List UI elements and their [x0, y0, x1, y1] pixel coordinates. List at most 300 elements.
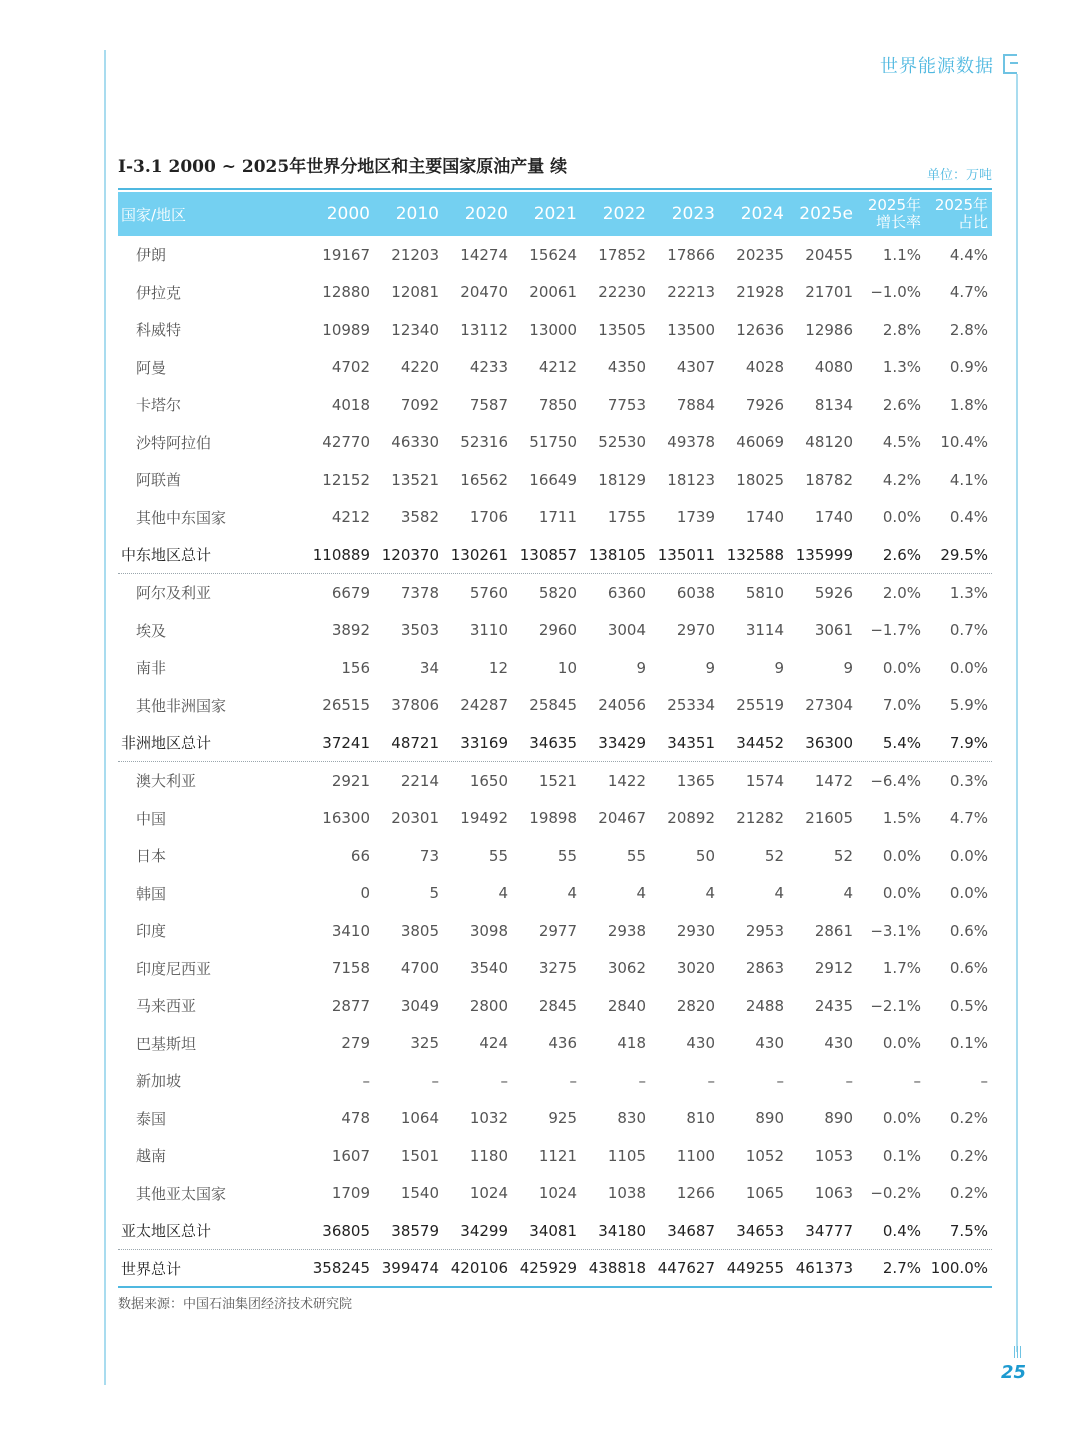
row-name: 伊朗	[136, 246, 167, 265]
cell-value: 1607	[331, 1146, 370, 1165]
row-name: 泰国	[136, 1109, 167, 1128]
cell-value: 13112	[460, 320, 508, 339]
cell-value: 810	[686, 1109, 715, 1128]
cell-value: 4080	[814, 358, 853, 377]
row-name: 阿曼	[136, 358, 167, 377]
cell-share: 100.0%	[930, 1259, 988, 1277]
table-row	[118, 649, 992, 687]
cell-value: 1706	[469, 508, 508, 527]
cell-value: 2877	[331, 996, 370, 1015]
cell-value: 9	[774, 658, 784, 677]
cell-value: 7587	[469, 395, 508, 414]
cell-value: 25845	[529, 696, 577, 715]
cell-share: 29.5%	[940, 545, 988, 564]
table-row	[118, 837, 992, 875]
cell-value: 21282	[736, 809, 784, 828]
cell-value: 3110	[469, 621, 508, 640]
table-row	[118, 274, 992, 312]
cell-value: 51750	[529, 433, 577, 452]
running-header: 世界能源数据	[880, 56, 994, 77]
table-row	[118, 1137, 992, 1175]
cell-value: 4	[774, 884, 784, 903]
cell-value: 436	[548, 1034, 577, 1053]
row-name: 非洲地区总计	[121, 734, 212, 752]
cell-value: 3004	[607, 621, 646, 640]
table-row	[118, 800, 992, 838]
row-name: 韩国	[136, 884, 167, 903]
cell-value: 20061	[529, 283, 577, 302]
cell-value: 1032	[469, 1109, 508, 1128]
cell-value: 2921	[331, 771, 370, 790]
cell-value: 12636	[736, 320, 784, 339]
cell-share: 0.2%	[949, 1109, 988, 1128]
cell-value: –	[845, 1071, 853, 1090]
cell-growth: 2.7%	[882, 1259, 921, 1277]
cell-value: 17866	[667, 245, 715, 264]
cell-value: 1063	[814, 1184, 853, 1203]
cell-value: 12986	[805, 320, 853, 339]
cell-value: 55	[557, 846, 577, 865]
cell-value: 438818	[588, 1259, 646, 1277]
row-name: 科威特	[136, 321, 182, 340]
cell-share: 0.0%	[949, 658, 988, 677]
cell-value: 120370	[381, 545, 439, 564]
cell-value: 34777	[805, 1221, 853, 1240]
cell-value: –	[638, 1071, 646, 1090]
cell-value: 420106	[450, 1259, 508, 1277]
cell-value: 46069	[736, 433, 784, 452]
cell-value: 3049	[400, 996, 439, 1015]
table-row	[118, 499, 992, 537]
table-body	[118, 236, 992, 1288]
cell-value: 1501	[400, 1146, 439, 1165]
cell-value: 36300	[805, 733, 853, 752]
cell-growth: –	[913, 1071, 921, 1090]
table-row	[118, 912, 992, 950]
table-row	[118, 950, 992, 988]
cell-value: 9	[705, 658, 715, 677]
cell-growth: 1.5%	[882, 809, 921, 828]
cell-value: 19898	[529, 809, 577, 828]
cell-value: 4	[705, 884, 715, 903]
cell-value: 48721	[391, 733, 439, 752]
cell-value: 13000	[529, 320, 577, 339]
cell-value: 461373	[795, 1259, 853, 1277]
cell-value: 21203	[391, 245, 439, 264]
cell-value: 14274	[460, 245, 508, 264]
cell-value: –	[500, 1071, 508, 1090]
cell-value: 38579	[391, 1221, 439, 1240]
cell-value: 55	[626, 846, 646, 865]
cell-value: 34081	[529, 1221, 577, 1240]
cell-growth: −0.2%	[870, 1184, 921, 1203]
cell-value: 3098	[469, 921, 508, 940]
cell-growth: 4.5%	[882, 433, 921, 452]
cell-value: 2840	[607, 996, 646, 1015]
cell-growth: −1.0%	[870, 283, 921, 302]
cell-value: 1121	[538, 1146, 577, 1165]
cell-value: 7378	[400, 583, 439, 602]
cell-value: 34	[419, 658, 439, 677]
cell-value: 20467	[598, 809, 646, 828]
unit-label: 单位：万吨	[926, 168, 992, 183]
cell-value: 2953	[745, 921, 784, 940]
cell-value: 20455	[805, 245, 853, 264]
header-year: 2000	[326, 204, 370, 224]
cell-growth: 0.0%	[882, 508, 921, 527]
cell-value: 0	[360, 884, 370, 903]
cell-value: 430	[824, 1034, 853, 1053]
cell-value: 12152	[322, 470, 370, 489]
cell-value: 1052	[745, 1146, 784, 1165]
table-row	[118, 311, 992, 349]
right-margin-rule	[1016, 74, 1018, 1352]
table-row	[118, 987, 992, 1025]
cell-value: 7753	[607, 395, 646, 414]
cell-value: 1105	[607, 1146, 646, 1165]
cell-value: 925	[548, 1109, 577, 1128]
cell-value: 1740	[814, 508, 853, 527]
cell-value: 4220	[400, 358, 439, 377]
cell-value: 55	[488, 846, 508, 865]
cell-value: 12	[488, 658, 508, 677]
table-row	[118, 574, 992, 612]
cell-share: 0.2%	[949, 1146, 988, 1165]
cell-value: 34687	[667, 1221, 715, 1240]
cell-value: 34635	[529, 733, 577, 752]
cell-value: 12081	[391, 283, 439, 302]
cell-value: 27304	[805, 696, 853, 715]
table-row	[118, 875, 992, 913]
cell-share: 1.8%	[949, 395, 988, 414]
page-number: 25	[1000, 1362, 1026, 1383]
cell-value: 24287	[460, 696, 508, 715]
corner-bracket-icon	[1003, 54, 1017, 74]
cell-value: 1650	[469, 771, 508, 790]
cell-value: 2912	[814, 959, 853, 978]
data-table	[118, 192, 992, 1288]
cell-value: 5760	[469, 583, 508, 602]
cell-share: 7.9%	[949, 733, 988, 752]
cell-value: 2970	[676, 621, 715, 640]
cell-value: 2930	[676, 921, 715, 940]
cell-share: 7.5%	[949, 1221, 988, 1240]
cell-value: 73	[419, 846, 439, 865]
cell-value: 5	[429, 884, 439, 903]
cell-growth: 0.4%	[882, 1221, 921, 1240]
cell-value: 4233	[469, 358, 508, 377]
table-row	[118, 762, 992, 800]
cell-value: 17852	[598, 245, 646, 264]
cell-value: 21605	[805, 809, 853, 828]
cell-growth: 1.3%	[882, 358, 921, 377]
cell-value: 132588	[726, 545, 784, 564]
cell-value: 425929	[519, 1259, 577, 1277]
cell-value: 34180	[598, 1221, 646, 1240]
cell-value: 4	[636, 884, 646, 903]
cell-value: 3582	[400, 508, 439, 527]
cell-value: 21701	[805, 283, 853, 302]
cell-growth: 5.4%	[882, 733, 921, 752]
row-name: 印度尼西亚	[136, 959, 212, 978]
left-margin-rule	[104, 50, 106, 1385]
cell-value: 50	[695, 846, 715, 865]
cell-value: 16649	[529, 470, 577, 489]
cell-growth: 1.1%	[882, 245, 921, 264]
cell-value: 7850	[538, 395, 577, 414]
cell-value: 447627	[657, 1259, 715, 1277]
cell-value: 10989	[322, 320, 370, 339]
cell-value: 20892	[667, 809, 715, 828]
cell-value: 279	[341, 1034, 370, 1053]
header-year: 2010	[395, 204, 439, 224]
cell-value: 4018	[331, 395, 370, 414]
cell-growth: 0.0%	[882, 1034, 921, 1053]
cell-value: 1064	[400, 1109, 439, 1128]
cell-value: 46330	[391, 433, 439, 452]
cell-value: –	[569, 1071, 577, 1090]
cell-value: 449255	[726, 1259, 784, 1277]
cell-value: –	[431, 1071, 439, 1090]
cell-value: 6679	[331, 583, 370, 602]
cell-value: 19492	[460, 809, 508, 828]
cell-growth: 1.7%	[882, 959, 921, 978]
cell-value: 12340	[391, 320, 439, 339]
cell-share: 4.7%	[949, 809, 988, 828]
cell-share: 10.4%	[940, 433, 988, 452]
header-year: 2021	[533, 204, 577, 224]
table-top-rule	[118, 188, 992, 190]
row-name: 其他非洲国家	[136, 696, 227, 715]
cell-value: 36805	[322, 1221, 370, 1240]
header-year: 2020	[464, 204, 508, 224]
cell-value: 4307	[676, 358, 715, 377]
cell-value: 478	[341, 1109, 370, 1128]
cell-share: 0.7%	[949, 621, 988, 640]
cell-value: 48120	[805, 433, 853, 452]
cell-share: 0.6%	[949, 959, 988, 978]
cell-value: 130261	[450, 545, 508, 564]
cell-value: 358245	[312, 1259, 370, 1277]
cell-share: 4.1%	[949, 470, 988, 489]
cell-value: 3540	[469, 959, 508, 978]
cell-value: 26515	[322, 696, 370, 715]
table-row-total	[118, 536, 992, 574]
row-name: 中东地区总计	[121, 546, 212, 564]
cell-value: –	[776, 1071, 784, 1090]
cell-value: 4	[498, 884, 508, 903]
table-title: I-3.1 2000 ~ 2025年世界分地区和主要国家原油产量 续	[118, 157, 568, 177]
cell-value: 25334	[667, 696, 715, 715]
cell-value: 1065	[745, 1184, 784, 1203]
cell-value: 2845	[538, 996, 577, 1015]
cell-value: 110889	[312, 545, 370, 564]
cell-value: 6038	[676, 583, 715, 602]
cell-value: 3114	[745, 621, 784, 640]
row-name: 沙特阿拉伯	[136, 433, 212, 452]
cell-value: 2861	[814, 921, 853, 940]
cell-value: 399474	[381, 1259, 439, 1277]
table-row	[118, 424, 992, 462]
cell-value: 22230	[598, 283, 646, 302]
cell-value: 3805	[400, 921, 439, 940]
cell-value: 33169	[460, 733, 508, 752]
row-name: 澳大利亚	[136, 772, 197, 791]
cell-value: 21928	[736, 283, 784, 302]
header-share: 2025年 占比	[934, 196, 988, 231]
row-name: 其他中东国家	[136, 508, 227, 527]
row-name: 越南	[136, 1147, 167, 1166]
cell-value: 7926	[745, 395, 784, 414]
table-row-total	[118, 1212, 992, 1250]
header-year: 2024	[740, 204, 784, 224]
cell-share: 0.0%	[949, 846, 988, 865]
cell-growth: 7.0%	[882, 696, 921, 715]
cell-value: 1711	[538, 508, 577, 527]
cell-value: 66	[350, 846, 370, 865]
cell-value: 25519	[736, 696, 784, 715]
cell-value: 52	[833, 846, 853, 865]
row-name: 马来西亚	[136, 997, 197, 1016]
cell-value: –	[362, 1071, 370, 1090]
cell-value: 418	[617, 1034, 646, 1053]
cell-value: 4702	[331, 358, 370, 377]
cell-value: 2214	[400, 771, 439, 790]
cell-value: 2938	[607, 921, 646, 940]
table-row	[118, 1175, 992, 1213]
cell-value: 1755	[607, 508, 646, 527]
cell-share: 0.4%	[949, 508, 988, 527]
cell-value: 1422	[607, 771, 646, 790]
cell-value: 49378	[667, 433, 715, 452]
row-name: 世界总计	[121, 1259, 182, 1278]
cell-value: 4350	[607, 358, 646, 377]
cell-value: 1365	[676, 771, 715, 790]
cell-value: 3020	[676, 959, 715, 978]
cell-growth: 0.0%	[882, 846, 921, 865]
cell-value: 15624	[529, 245, 577, 264]
cell-value: 37806	[391, 696, 439, 715]
row-name: 日本	[136, 847, 167, 866]
cell-value: 52316	[460, 433, 508, 452]
row-name: 其他亚太国家	[136, 1184, 227, 1203]
corner-tick-icon	[1010, 62, 1018, 64]
row-name: 埃及	[136, 621, 167, 640]
table-row	[118, 687, 992, 725]
cell-value: 24056	[598, 696, 646, 715]
cell-value: 13500	[667, 320, 715, 339]
row-name: 中国	[136, 809, 167, 828]
cell-value: 1521	[538, 771, 577, 790]
cell-value: 1024	[469, 1184, 508, 1203]
cell-growth: 0.0%	[882, 1109, 921, 1128]
cell-share: 4.7%	[949, 283, 988, 302]
cell-value: 1100	[676, 1146, 715, 1165]
cell-growth: 2.6%	[882, 395, 921, 414]
cell-value: 9	[843, 658, 853, 677]
cell-value: 1266	[676, 1184, 715, 1203]
cell-growth: 4.2%	[882, 470, 921, 489]
cell-value: 4212	[538, 358, 577, 377]
row-name: 亚太地区总计	[121, 1222, 212, 1240]
cell-value: 1472	[814, 771, 853, 790]
cell-value: 13521	[391, 470, 439, 489]
cell-value: 18123	[667, 470, 715, 489]
cell-value: 20235	[736, 245, 784, 264]
table-row	[118, 386, 992, 424]
cell-value: 2977	[538, 921, 577, 940]
cell-value: 37241	[322, 733, 370, 752]
page-marks-icon	[1013, 1346, 1021, 1358]
cell-value: 7158	[331, 959, 370, 978]
cell-value: 130857	[519, 545, 577, 564]
cell-value: 430	[686, 1034, 715, 1053]
cell-value: 12880	[322, 283, 370, 302]
row-name: 南非	[136, 659, 167, 678]
cell-value: –	[707, 1071, 715, 1090]
cell-share: 0.6%	[949, 921, 988, 940]
row-name: 伊拉克	[136, 283, 182, 302]
table-row	[118, 461, 992, 499]
cell-value: 5820	[538, 583, 577, 602]
cell-value: 4	[843, 884, 853, 903]
cell-value: 9	[636, 658, 646, 677]
cell-share: 4.4%	[949, 245, 988, 264]
row-name: 印度	[136, 922, 167, 941]
cell-value: 4700	[400, 959, 439, 978]
cell-value: 138105	[588, 545, 646, 564]
row-name: 阿尔及利亚	[136, 584, 212, 603]
cell-growth: −2.1%	[870, 996, 921, 1015]
cell-value: 2488	[745, 996, 784, 1015]
header-year: 2025e	[799, 204, 853, 224]
cell-value: 4	[567, 884, 577, 903]
cell-value: 34653	[736, 1221, 784, 1240]
cell-value: 135011	[657, 545, 715, 564]
cell-value: 424	[479, 1034, 508, 1053]
cell-value: 4028	[745, 358, 784, 377]
cell-value: 3062	[607, 959, 646, 978]
cell-value: 3061	[814, 621, 853, 640]
row-name: 阿联酋	[136, 471, 182, 490]
table-row	[118, 349, 992, 387]
cell-value: 34452	[736, 733, 784, 752]
cell-value: 16300	[322, 809, 370, 828]
cell-share: 0.9%	[949, 358, 988, 377]
cell-value: 1739	[676, 508, 715, 527]
cell-value: 22213	[667, 283, 715, 302]
cell-share: 0.0%	[949, 884, 988, 903]
cell-value: 34351	[667, 733, 715, 752]
cell-value: 1180	[469, 1146, 508, 1165]
cell-value: 52	[764, 846, 784, 865]
table-row-total	[118, 724, 992, 762]
cell-value: 7092	[400, 395, 439, 414]
table-row-total	[118, 1250, 992, 1288]
row-name: 卡塔尔	[136, 396, 182, 415]
cell-value: 13505	[598, 320, 646, 339]
cell-value: 20470	[460, 283, 508, 302]
cell-value: 2820	[676, 996, 715, 1015]
cell-value: 1540	[400, 1184, 439, 1203]
cell-value: 830	[617, 1109, 646, 1128]
cell-share: –	[980, 1071, 988, 1090]
table-row	[118, 1062, 992, 1100]
cell-share: 2.8%	[949, 320, 988, 339]
cell-value: 1709	[331, 1184, 370, 1203]
row-name: 新加坡	[136, 1072, 182, 1091]
cell-value: 34299	[460, 1221, 508, 1240]
